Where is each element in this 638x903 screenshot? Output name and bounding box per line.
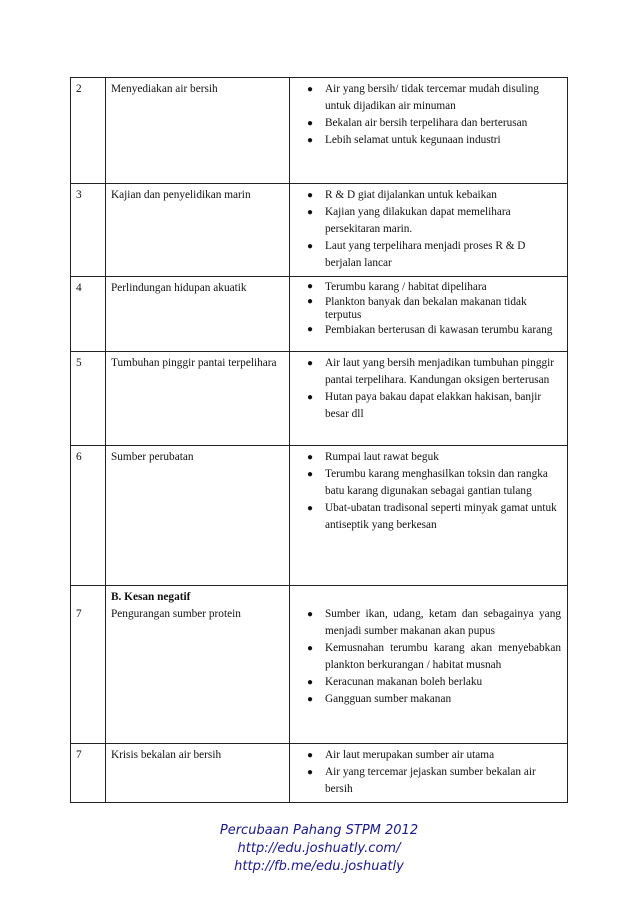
page-footer	[0, 822, 638, 876]
row-topic-label: Pengurangan sumber protein	[111, 608, 241, 620]
list-item: ● Kemusnahan terumbu karang akan menyebabkan plankton berkurangan / habitat musnah	[307, 642, 561, 671]
content-table	[70, 77, 568, 803]
bullet-icon: ●	[307, 241, 314, 252]
bullet-icon: ●	[307, 190, 314, 201]
list-item: ● Air laut yang bersih menjadikan tumbuhan pinggir pantai terpelihara. Kandungan oksigen berterusan	[307, 357, 555, 386]
row-topic: Tumbuhan pinggir pantai terpelihara	[106, 352, 290, 446]
row-topic: Menyediakan air bersih	[106, 78, 290, 184]
bullet-icon: ●	[307, 358, 314, 369]
bullet-icon: ●	[307, 135, 314, 146]
table-row	[71, 184, 568, 277]
list-item: ● Bekalan air bersih terpelihara dan berterusan	[295, 115, 563, 132]
list-item: ● R & D giat dijalankan untuk kebaikan	[295, 187, 563, 204]
list-item: ● Lebih selamat untuk kegunaan industri	[295, 132, 563, 149]
bullet-icon: ●	[307, 677, 314, 688]
row-number: 7	[71, 744, 106, 803]
row-points	[290, 277, 568, 352]
row-number: 5	[71, 352, 106, 446]
bullet-icon: ●	[307, 694, 314, 705]
footer-link[interactable]: http://edu.joshuatly.com/	[237, 841, 401, 856]
bullet-icon: ●	[307, 452, 314, 463]
list-item: ● Gangguan sumber makanan	[295, 691, 563, 708]
list-item: ● Terumbu karang / habitat dipelihara	[307, 281, 487, 293]
bullet-icon: ●	[307, 767, 314, 778]
list-item: ● Air laut merupakan sumber air utama	[295, 747, 563, 764]
row-topic: Perlindungan hidupan akuatik	[106, 277, 290, 352]
row-topic: Kajian dan penyelidikan marin	[106, 184, 290, 277]
table-row	[71, 277, 568, 352]
row-number: 7	[71, 586, 106, 744]
list-item: ● Ubat-ubatan tradisonal seperti minyak gamat untuk antiseptik yang berkesan	[307, 502, 557, 531]
row-points	[290, 446, 568, 586]
list-item: ● Terumbu karang menghasilkan toksin dan rangka batu karang digunakan sebagai gantian tulang	[307, 468, 548, 497]
bullet-icon: ●	[307, 503, 314, 514]
bullet-icon: ●	[307, 281, 314, 292]
row-points	[290, 352, 568, 446]
row-number: 3	[71, 184, 106, 277]
list-item: ● Air yang tercemar jejaskan sumber bekalan air bersih	[307, 766, 536, 795]
row-topic: Krisis bekalan air bersih	[106, 744, 290, 803]
bullet-icon: ●	[307, 609, 314, 620]
bullet-icon: ●	[307, 118, 314, 129]
list-item: ● Plankton banyak dan bekalan makanan tidak terputus	[307, 296, 527, 321]
table-row	[71, 352, 568, 446]
footer-link[interactable]: http://fb.me/edu.joshuatly	[234, 859, 404, 874]
list-item: ● Keracunan makanan boleh berlaku	[295, 674, 563, 691]
row-points	[290, 744, 568, 803]
row-points	[290, 78, 568, 184]
list-item: ● Laut yang terpelihara menjadi proses R & D berjalan lancar	[307, 240, 526, 269]
table-row	[71, 78, 568, 184]
bullet-icon: ●	[307, 84, 314, 95]
footer-title: Percubaan Pahang STPM 2012	[219, 823, 419, 838]
bullet-icon: ●	[307, 207, 314, 218]
table-row	[71, 744, 568, 803]
list-item: ● Hutan paya bakau dapat elakkan hakisan, banjir besar dll	[307, 391, 542, 420]
row-points	[290, 184, 568, 277]
row-number: 2	[71, 78, 106, 184]
bullet-icon: ●	[307, 296, 314, 307]
row-topic: Sumber perubatan	[106, 446, 290, 586]
row-topic	[106, 586, 290, 744]
bullet-icon: ●	[307, 750, 314, 761]
section-heading: B. Kesan negatif	[111, 591, 191, 603]
list-item: ● Kajian yang dilakukan dapat memelihara persekitaran marin.	[307, 206, 511, 235]
table-row	[71, 586, 568, 744]
list-item: ● Rumpai laut rawat beguk	[295, 449, 563, 466]
list-item: ● Sumber ikan, udang, ketam dan sebagainya yang menjadi sumber makanan akan pupus	[307, 608, 561, 637]
list-item: ● Air yang bersih/ tidak tercemar mudah disuling untuk dijadikan air minuman	[307, 83, 539, 112]
bullet-icon: ●	[307, 324, 314, 335]
row-number: 6	[71, 446, 106, 586]
list-item: ● Pembiakan berterusan di kawasan terumbu karang	[307, 324, 553, 336]
bullet-icon: ●	[307, 643, 314, 654]
row-number: 4	[71, 277, 106, 352]
bullet-icon: ●	[307, 392, 314, 403]
bullet-icon: ●	[307, 469, 314, 480]
row-points	[290, 586, 568, 744]
table-row	[71, 446, 568, 586]
